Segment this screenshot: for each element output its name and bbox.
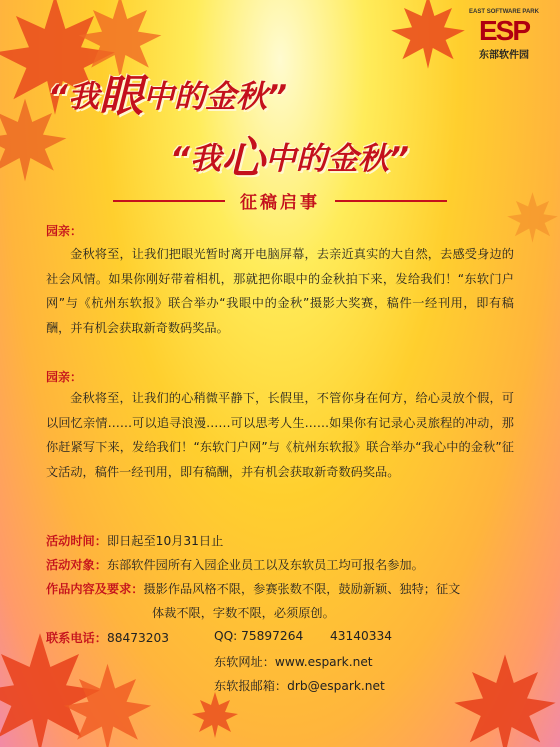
logo-tagline: EAST SOFTWARE PARK	[469, 9, 539, 15]
activity-time-value: 即日起至10月31日止	[106, 534, 224, 548]
contact-qq-2: 43140334	[330, 629, 393, 643]
activity-time	[46, 532, 223, 549]
activity-time-label: 活动时间：	[46, 534, 107, 548]
subtitle-row	[0, 188, 560, 213]
requirements-line-2: 体裁不限，字数不限，必须原创。	[152, 606, 335, 620]
greeting-1: 园亲：	[46, 224, 83, 238]
logo-letters: ESP	[478, 15, 530, 46]
title-eye-open: “我	[48, 79, 99, 115]
requirements-label: 作品内容及要求：	[46, 582, 144, 596]
paragraph-1	[46, 242, 514, 340]
title-heart-rest: 中的金秋”	[264, 141, 409, 177]
maple-leaf-icon	[60, 660, 155, 747]
activity-target-value: 东部软件园所有入园企业员工以及东软员工均可报名参加。	[106, 558, 424, 572]
divider-left	[113, 200, 225, 202]
divider-right	[335, 200, 447, 202]
logo-name: 东部软件园	[479, 50, 529, 61]
requirements	[46, 580, 460, 597]
contact-phone-value: 88473203	[106, 631, 169, 645]
title-heart	[170, 118, 409, 182]
requirements-line-1: 摄影作品风格不限，参赛张数不限，鼓励新颖、独特；征文	[143, 582, 461, 596]
subtitle: 征稿启事	[240, 193, 320, 213]
website: 东软网址：www.espark.net	[214, 655, 373, 669]
paragraph-2-text: 金秋将至，让我们的心稍微平静下，长假里，不管你身在何方，给心灵放个假，可以回忆亲情……可以追寻浪漫……可以思考人生……如果你有记录心灵旅程的冲动，那你赶紧写下来，发给我们！“东软门户网”与《杭州东软报》联合举办“我心中的金秋”征文活动，稿件一经刊用，即有稿酬，并有机会获取新奇数码奖品。	[46, 391, 514, 479]
greeting-2: 园亲：	[46, 370, 83, 384]
title-eye	[48, 56, 287, 120]
contact-phone-label: 联系电话：	[46, 631, 107, 645]
paragraph-2	[46, 386, 514, 484]
title-heart-big: 心	[220, 133, 265, 184]
maple-leaf-icon	[450, 650, 560, 747]
activity-target-label: 活动对象：	[46, 558, 107, 572]
title-eye-rest: 中的金秋”	[142, 79, 287, 115]
maple-leaf-icon	[190, 690, 240, 740]
activity-target	[46, 556, 424, 573]
paragraph-1-text: 金秋将至，让我们把眼光暂时离开电脑屏幕，去亲近真实的大自然，去感受身边的社会风情。如果你刚好带着相机，那就把你眼中的金秋拍下来，发给我们！“东软门户网”与《杭州东软报》联合举办“我眼中的金秋”摄影大奖赛，稿件一经刊用，即有稿酬，并有机会获取新奇数码奖品。	[46, 247, 514, 335]
title-eye-big: 眼	[98, 71, 143, 122]
maple-leaf-icon	[388, 0, 468, 72]
email: 东软报邮箱：drb@espark.net	[214, 679, 385, 693]
logo-mark	[468, 8, 540, 46]
title-heart-open: “我	[170, 141, 221, 177]
contact-qq: QQ: 75897264	[214, 629, 304, 643]
esp-logo	[468, 8, 540, 61]
contact-phone	[46, 629, 169, 646]
